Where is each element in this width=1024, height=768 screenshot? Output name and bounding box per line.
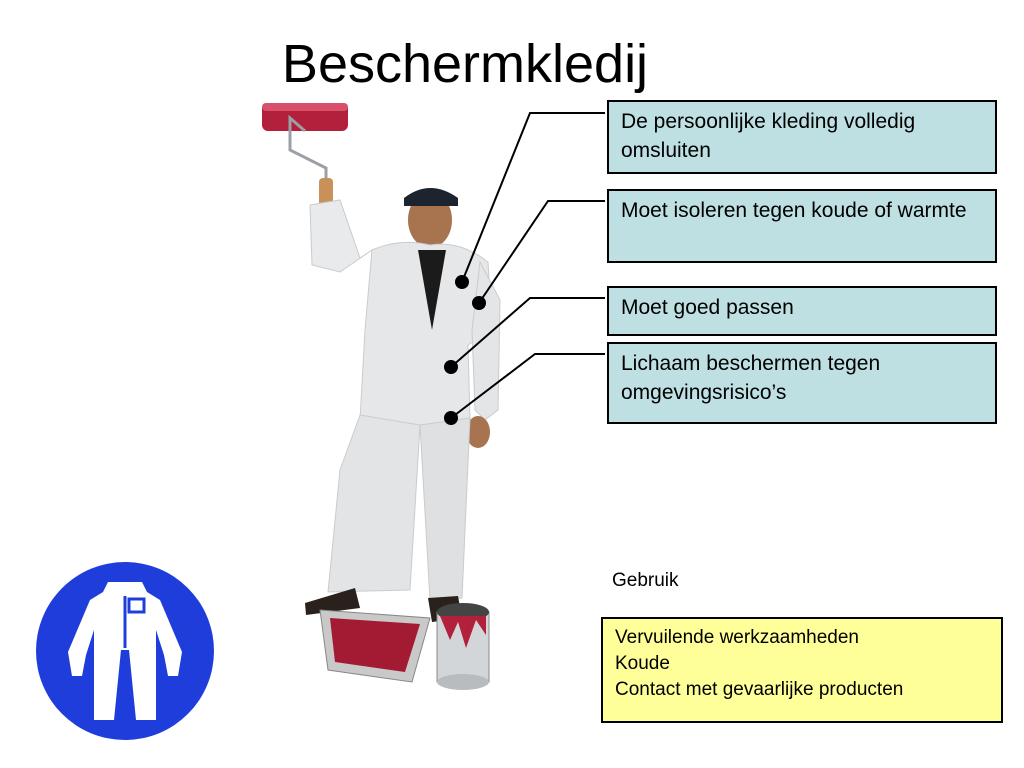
page-title: Beschermkledij xyxy=(281,34,649,94)
callout-text-enclose: De persoonlijke kleding volledig omsluiten xyxy=(621,110,916,162)
callout-dot-4 xyxy=(444,411,458,425)
callout-text-fit: Moet goed passen xyxy=(621,296,794,319)
paint-roller-icon xyxy=(262,103,348,212)
usage-item: Vervuilende werkzaamheden xyxy=(615,627,859,648)
callout-dot-3 xyxy=(444,360,458,374)
callout-dot-1 xyxy=(455,275,469,289)
callout-dot-2 xyxy=(472,296,486,310)
worker-figure xyxy=(305,188,500,622)
paint-tray-icon xyxy=(320,610,430,682)
protective-clothing-sign-icon xyxy=(36,562,214,740)
usage-label: Gebruik xyxy=(612,570,679,591)
usage-item: Contact met gevaarlijke producten xyxy=(615,679,904,700)
usage-item: Koude xyxy=(615,653,670,674)
callout-box-protect xyxy=(607,342,997,424)
usage-box xyxy=(601,617,1003,723)
callout-box-insulate xyxy=(607,189,997,263)
paint-can-icon xyxy=(437,603,489,690)
callout-box-fit xyxy=(607,286,997,336)
callout-text-insulate: Moet isoleren tegen koude of warmte xyxy=(621,199,967,222)
callout-text-protect: Lichaam beschermen tegen omgevingsrisico’s xyxy=(621,352,881,404)
callout-box-enclose xyxy=(607,100,997,174)
